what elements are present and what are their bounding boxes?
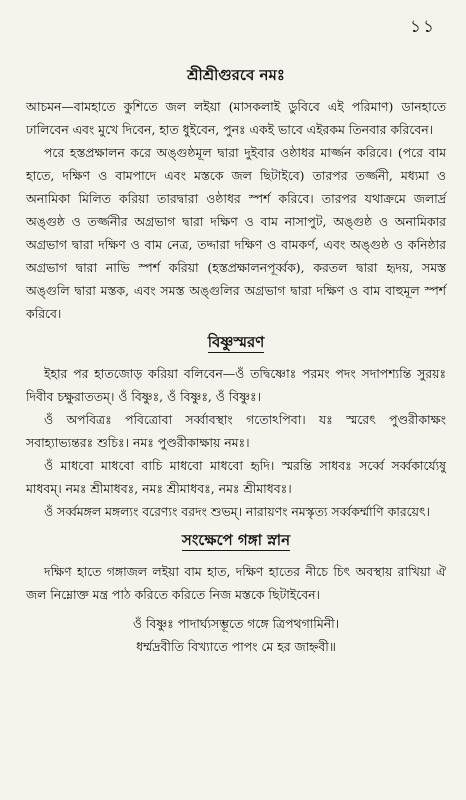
paragraph-vishnu-2: ওঁ অপবিত্রঃ পবিত্রোবা সর্ব্বাবস্থাং গতোঽপিবা। যঃ স্মরেৎ পুণ্ডরীকাক্ষং সবাহ্যাভ্যন্তরঃ শুচিঃ। নমঃ পুণ্ডরীকাক্ষায় নমঃ। xyxy=(26,412,446,450)
page-content xyxy=(26,64,446,658)
section-title-ganga-snan: সংক্ষেপে গঙ্গা স্নান xyxy=(181,531,291,549)
paragraph-vishnu-3: ওঁ মাধবো মাধবো বাচি মাধবো মাধবো হৃদি। স্মরন্তি সাধবঃ সর্ব্বে সর্ব্বকার্য্যেষু মাধবম্। নমঃ শ্রীমাধবঃ, নমঃ শ্রীমাধবঃ, নমঃ শ্রীমাধবঃ। xyxy=(26,458,446,496)
section-title-guru-pranam: শ্রীশ্রীগুরবে নমঃ xyxy=(187,66,285,84)
verse-line-1: ওঁ বিষ্ণুঃ পাদার্ঘ্যসম্ভূতে গঙ্গে ত্রিপথগামিনী। xyxy=(132,616,340,631)
page-number: ১১ xyxy=(409,17,436,37)
paragraph-achman: আচমন—বামহাতে কুশিতে জল লইয়া (মাসকলাই ডুবিবে এই পরিমাণ) ডানহাতে ঢালিবেন এবং মুখে দিবেন, হাত ধুইবেন, পুনঃ একই ভাবে এইরকম তিনবার করিবেন। xyxy=(26,99,446,137)
paragraph-purification: পরে হস্তপ্রক্ষালন করে অঙ্গুষ্ঠমূল দ্বারা দুইবার ওষ্ঠাধর মার্জ্জন করিবে। (পরে বাম হাতে, দক্ষিণ ও বামপাদে এবং মস্তকে জল ছিটাইবে) তারপর তর্জ্জনী, মধ্যমা ও অনামিকা মিলিত করিয়া তারদ্বারা ওষ্ঠাধর স্পর্শ করিবে। তারপর যথাক্রমে জলার্দ্র অঙ্গুষ্ঠ ও তর্জ্জনীর অগ্রভাগ দ্বারা দক্ষিণ ও বাম নাসাপুট, অঙ্গুষ্ঠ ও অনামিকার অগ্রভাগ দ্বারা দক্ষিণ ও বাম নেত্র, তদ্দারা দক্ষিণ ও বামকর্ণ, এবং অঙ্গুষ্ঠ ও কনিষ্ঠার অগ্রভাগ দ্বারা নাভি স্পর্শ করিয়া (হস্তপ্রক্ষালনপূর্ব্বক), করতল দ্বারা হৃদয়, সমস্ত অঙ্গুলি দ্বারা মস্তক, এবং সমস্ত অঙ্গুলির অগ্রভাগ দ্বারা দক্ষিণ ও বাম বাহুমূল স্পর্শ করিবে। xyxy=(26,145,446,321)
paragraph-vishnu-1: ইহার পর হাতজোড় করিয়া বলিবেন—ওঁ তদ্বিষ্ণোঃ পরমং পদং সদাপশ্যন্তি সুরয়ঃ দিবীব চক্ষুরাততম্। ওঁ বিষ্ণুঃ, ওঁ বিষ্ণুঃ, ওঁ বিষ্ণুঃ। xyxy=(26,366,446,404)
paragraph-ganga-snan: দক্ষিণ হাতে গঙ্গাজল লইয়া বাম হাত, দক্ষিণ হাতের নীচে চিৎ অবস্থায় রাখিয়া ঐ জল নিম্নোক্ত মন্ত্র পাঠ করিতে করিতে নিজ মস্তকে ছিটাইবেন। xyxy=(26,564,446,602)
paragraph-vishnu-4: ওঁ সর্ব্বমঙ্গল মঙ্গল্যং বরেণ্যং বরদং শুভম্। নারায়ণং নমস্কৃত্য সর্ব্বকর্ম্মাণি কারয়েৎ। xyxy=(44,504,430,519)
section-title-vishnu-smaran: বিষ্ণুস্মরণ xyxy=(207,333,265,351)
verse-line-2: ধর্ম্মদ্রবীতি বিখ্যাতে পাপং মে হর জাহ্নবী॥ xyxy=(136,639,336,654)
